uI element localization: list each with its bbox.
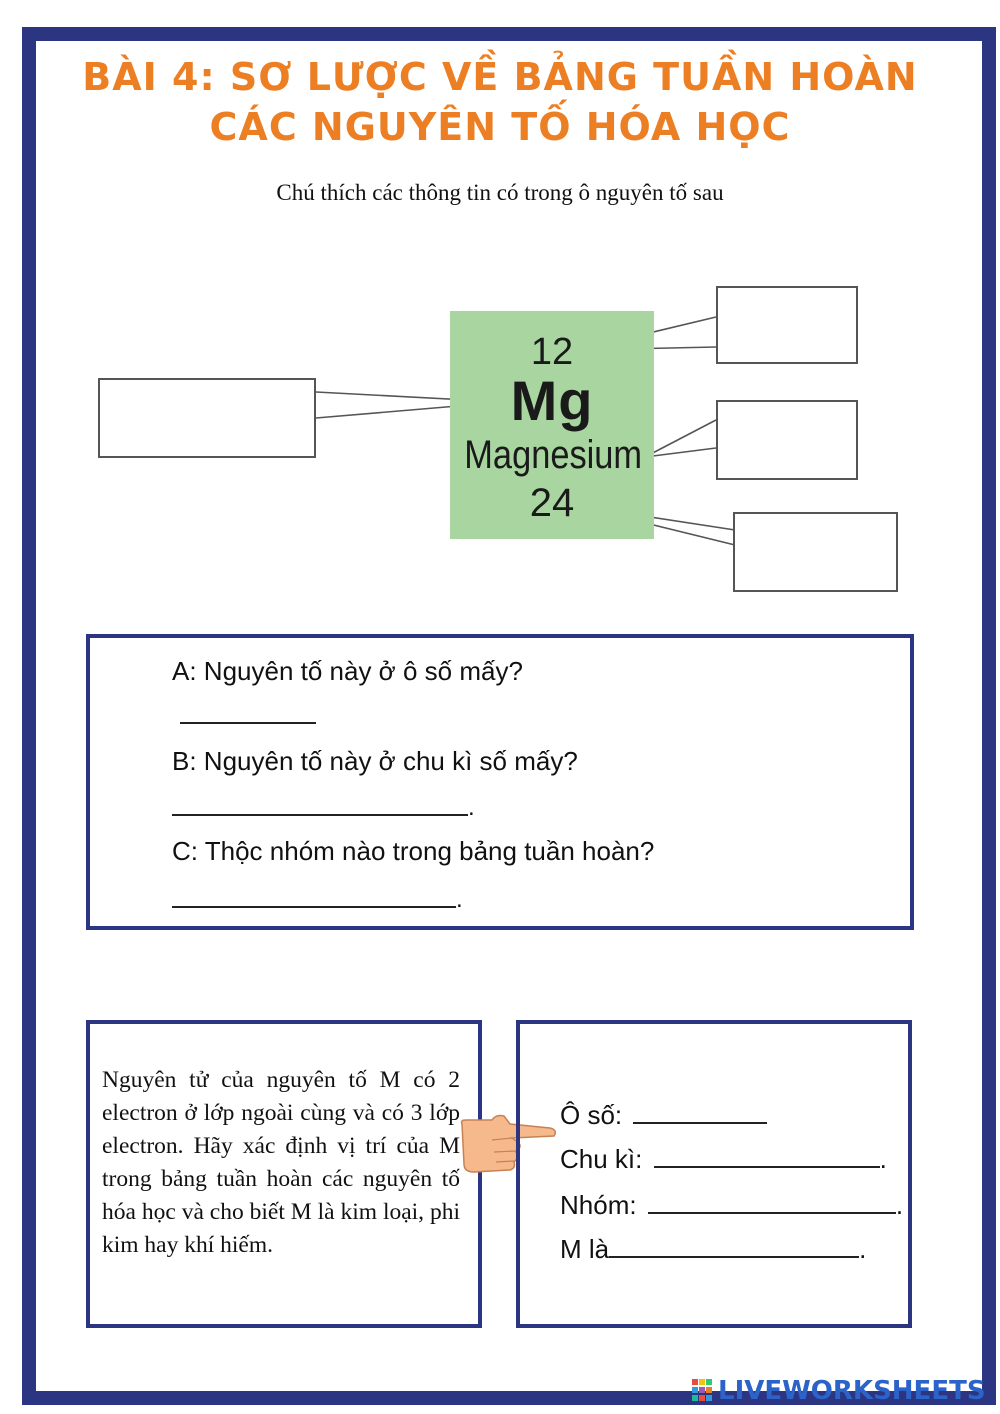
label-o-so: Ô số: [560,1100,623,1130]
label-m-la: M là [560,1234,610,1264]
question-a: A: Nguyên tố này ở ô số mấy? [172,656,523,686]
answer-row-nhom: Nhóm: . [560,1190,904,1220]
label-box-atomic-mass[interactable] [733,512,898,592]
input-o-so[interactable] [633,1100,767,1124]
answer-row-chu-ki: Chu kì: . [560,1144,887,1174]
element-cell-magnesium [450,311,654,539]
input-m-la[interactable] [609,1234,859,1258]
element-name: Magnesium [464,433,643,477]
brand-name: LIVEWORKSHEETS [718,1376,986,1406]
label-box-atomic-number[interactable] [716,286,858,364]
input-nhom[interactable] [648,1190,896,1214]
brand-footer [692,1376,986,1406]
label-box-symbol[interactable] [98,378,316,458]
answer-blank-c[interactable] [172,906,456,908]
answer-blank-a[interactable] [180,722,316,724]
label-box-element-name[interactable] [716,400,858,480]
atomic-number: 12 [530,331,574,373]
question-b: B: Nguyên tố này ở chu kì số mấy? [172,746,578,776]
answer-blank-b[interactable] [172,814,468,816]
title-line-2: CÁC NGUYÊN TỐ HÓA HỌC [209,105,791,149]
answer-row-m-la: M là . [560,1234,867,1264]
questions-box: A: Nguyên tố này ở ô số mấy? B: Nguyên tố này ở chu kì số mấy? . C: Thộc nhóm nào trong bảng tuần hoàn? . [86,634,914,930]
title-line-1: BÀI 4: SƠ LƯỢC VỀ BẢNG TUẦN HOÀN [82,55,918,99]
element-symbol: Mg [510,369,594,432]
label-chu-ki: Chu kì: [560,1144,643,1174]
label-nhom: Nhóm: [560,1190,637,1220]
answers-box [516,1020,912,1328]
problem-text: Nguyên tử của nguyên tố M có 2 electron ở lớp ngoài cùng và có 3 lớp electron. Hãy xác định vị trí của M trong bảng tuần hoàn các nguyên tố hóa học và cho biết M là kim loại, phi kim hay khí hiếm. [102,1067,460,1258]
problem-box [86,1020,482,1328]
instruction-text: Chú thích các thông tin có trong ô nguyên tố sau [276,180,724,205]
input-chu-ki[interactable] [654,1144,880,1168]
atomic-mass: 24 [529,481,575,525]
answer-row-o-so [560,1100,767,1131]
question-c: C: Thộc nhóm nào trong bảng tuần hoàn? [172,836,655,866]
liveworksheets-logo-icon [692,1377,714,1405]
